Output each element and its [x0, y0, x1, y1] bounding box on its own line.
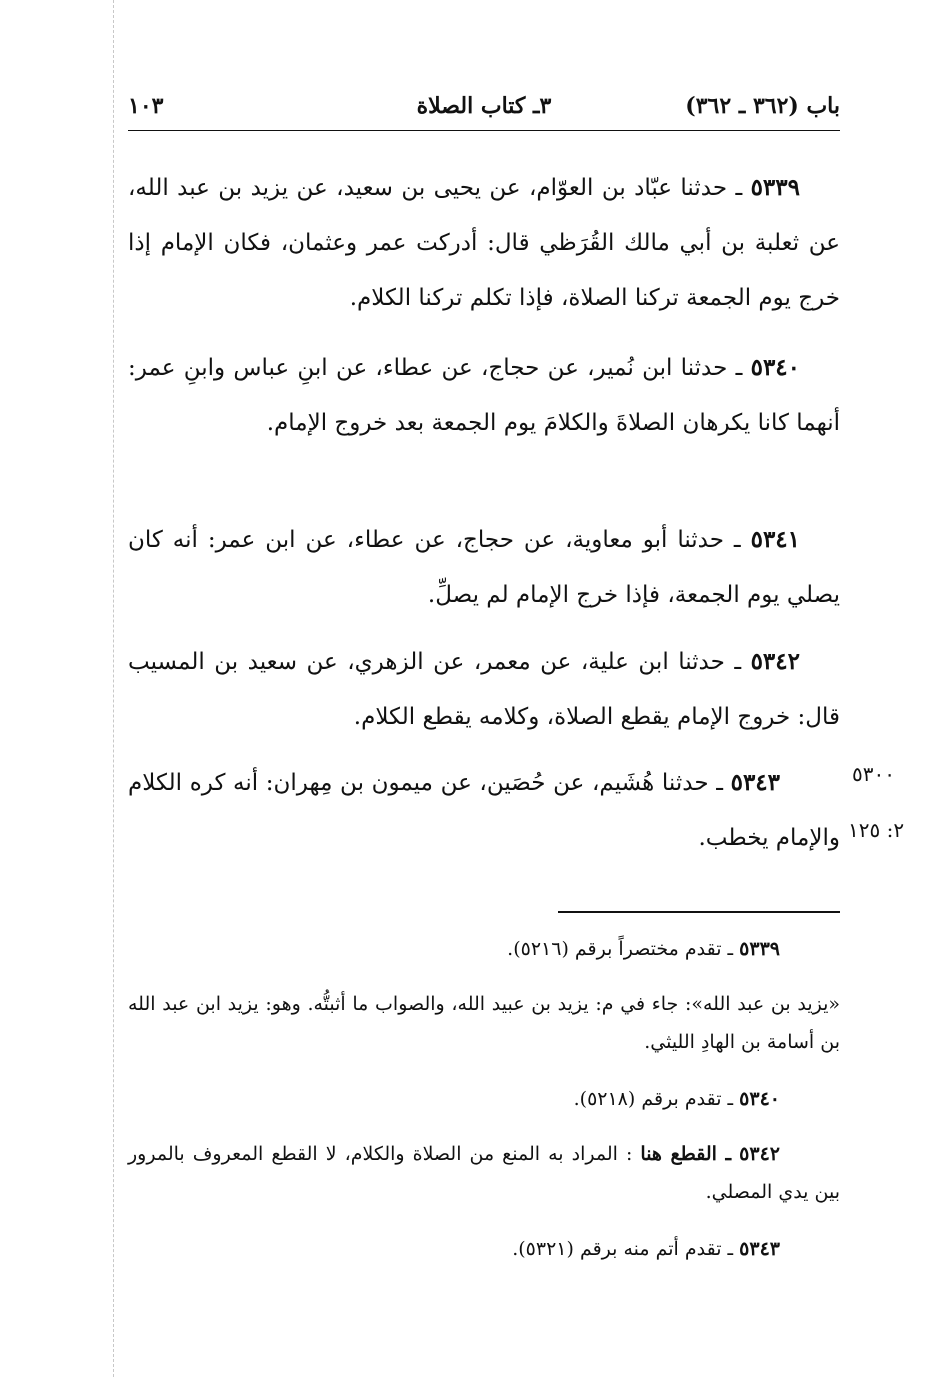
footnote-number: ٥٣٤٢ — [739, 1143, 780, 1165]
footnote-label: ـ القطع هنا — [640, 1143, 732, 1165]
book-title: ٣ـ كتاب الصلاة — [416, 93, 552, 119]
footnote-number: ٥٣٤٣ — [739, 1238, 780, 1260]
footnote-text: ـ تقدم أتم منه برقم (٥٣٢١). — [512, 1238, 734, 1260]
footnote-text: : المراد به المنع من الصلاة والكلام، لا القطع المعروف بالمرور بين يدي المصلي. — [128, 1143, 840, 1203]
footnote-5343 — [128, 1230, 840, 1268]
hadith-5340 — [128, 340, 840, 451]
chapter-heading: باب (٣٦٢ ـ ٣٦٢) — [685, 93, 840, 119]
hadith-text: ـ حدثنا أبو معاوية، عن حجاج، عن عطاء، عن ابن عمر: أنه كان يصلي يوم الجمعة، فإذا خرج الإمام لم يصلِّ. — [128, 527, 840, 608]
hadith-5342 — [128, 634, 840, 745]
hadith-text: ـ حدثنا عبّاد بن العوّام، عن يحيى بن سعيد، عن يزيد بن عبد الله، عن ثعلبة بن أبي مالك القُرَظي قال: أدركت عمر وعثمان، فكان الإمام إذا خرج يوم الجمعة تركنا الصلاة، فإذا تكلم تركنا الكلام. — [128, 175, 840, 311]
hadith-text: ـ حدثنا ابن علية، عن معمر، عن الزهري، عن سعيد بن المسيب قال: خروج الإمام يقطع الصلاة، وكلامه يقطع الكلام. — [128, 649, 840, 730]
hadith-number: ٥٣٤١ — [750, 526, 801, 553]
hadith-number: ٥٣٤٢ — [750, 648, 800, 675]
footnote-text: «يزيد بن عبد الله»: جاء في م: يزيد بن عبيد الله، والصواب ما أثبتُّه. وهو: يزيد ابن عبد الله بن أسامة بن الهادِ الليثي. — [128, 993, 840, 1053]
hadith-text: ـ حدثنا ابن نُمير، عن حجاج، عن عطاء، عن ابنِ عباس وابنِ عمر: أنهما كانا يكرهان الصلاةَ والكلامَ يوم الجمعة بعد خروج الإمام. — [128, 355, 840, 436]
footnote-number: ٥٣٤٠ — [739, 1088, 780, 1110]
hadith-5339 — [128, 160, 840, 326]
running-header — [128, 86, 840, 126]
footnote-rule — [558, 911, 840, 913]
gutter-line — [113, 0, 114, 1377]
hadith-5343 — [128, 755, 840, 866]
margin-ref-5300: ٥٣٠٠ — [852, 762, 895, 786]
footnote-text: ـ تقدم مختصراً برقم (٥٢١٦). — [507, 938, 734, 960]
hadith-text: ـ حدثنا هُشَيم، عن حُصَين، عن ميمون بن مِهران: أنه كره الكلام والإمام يخطب. — [128, 770, 840, 851]
footnote-note — [128, 985, 840, 1061]
hadith-5341 — [128, 512, 840, 623]
footnote-number: ٥٣٣٩ — [739, 938, 780, 960]
footnote-text: ـ تقدم برقم (٥٢١٨). — [573, 1088, 734, 1110]
hadith-number: ٥٣٣٩ — [750, 174, 800, 201]
footnote-5342 — [128, 1135, 840, 1211]
page-number: ١٠٣ — [128, 93, 164, 119]
hadith-number: ٥٣٤٠ — [750, 354, 801, 381]
footnote-5340 — [128, 1080, 840, 1118]
margin-ref-volume: ٢: ١٢٥ — [848, 818, 905, 842]
hadith-number: ٥٣٤٣ — [730, 769, 781, 796]
page — [128, 0, 840, 1377]
header-rule — [128, 130, 840, 131]
footnote-5339 — [128, 930, 840, 968]
